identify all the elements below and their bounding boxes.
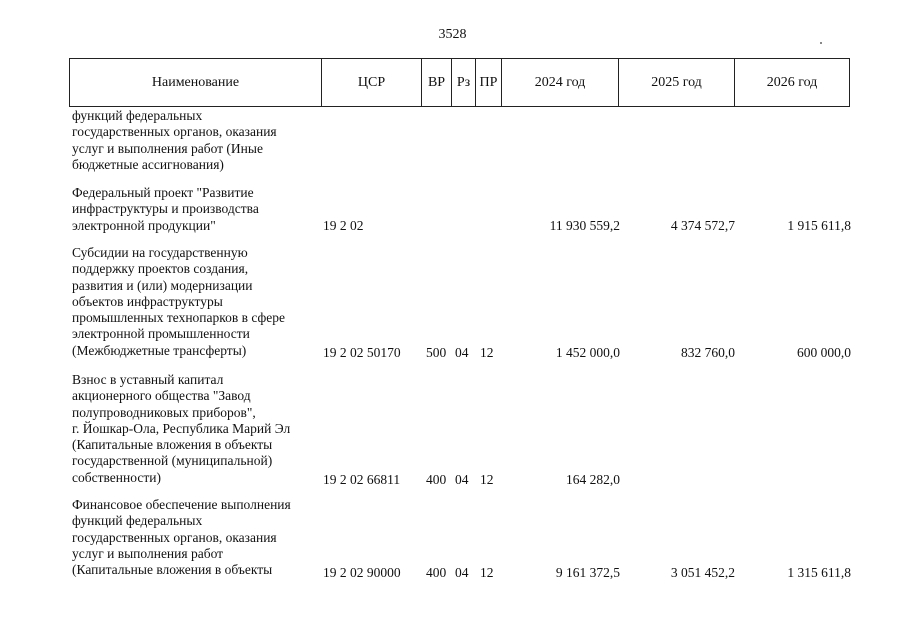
row-2024: 1 452 000,0 <box>555 345 620 360</box>
row-pr: 12 <box>480 565 494 580</box>
row-2024: 164 282,0 <box>566 472 620 487</box>
header-2026: 2026 год <box>766 75 818 90</box>
row-vr: 400 <box>426 472 447 487</box>
row-vr: 400 <box>426 565 447 580</box>
header-rz: Рз <box>452 59 476 106</box>
row-csr: 19 2 02 66811 <box>323 472 401 487</box>
row-pr: 12 <box>480 472 494 487</box>
row-name: Взнос в уставный капитал акционерного общества "Завод полупроводниковых приборов", г. Йошкар-Ола, Республика Марий Эл (Капитальные вложения в объекты государственной (муниципальной) собственности) <box>72 372 291 485</box>
header-2024: 2024 год <box>502 59 619 106</box>
row-name: Федеральный проект "Развитие инфраструктуры и производства электронной продукции" <box>72 185 259 233</box>
row-pr: 12 <box>480 345 494 360</box>
row-rz: 04 <box>455 345 469 360</box>
row-name: Субсидии на государственную поддержку проектов создания, развития и (или) модернизации объектов инфраструктуры промышленных технопарков в сфере электронной промышленности (Межбюджетные трансферты) <box>72 245 286 358</box>
header-csr: ЦСР <box>322 59 422 106</box>
table-header <box>69 58 850 107</box>
row-csr: 19 2 02 <box>323 218 364 233</box>
header-vr: ВР <box>422 59 452 106</box>
row-name: функций федеральных государственных органов, оказания услуг и выполнения работ (Иные бюджетные ассигнования) <box>72 108 277 172</box>
row-2025: 4 374 572,7 <box>670 218 735 233</box>
row-csr: 19 2 02 90000 <box>323 565 401 580</box>
page-number: 3528 <box>438 27 467 42</box>
scan-dot <box>820 42 822 44</box>
header-name: Наименование <box>70 59 322 106</box>
row-name: Финансовое обеспечение выполнения функций федеральных государственных органов, оказания услуг и выполнения работ (Капитальные вложения в объекты <box>72 497 291 578</box>
header-2025: 2025 год <box>619 59 735 106</box>
row-2025: 832 760,0 <box>681 345 735 360</box>
row-2026: 1 315 611,8 <box>787 565 851 580</box>
row-2026: 600 000,0 <box>797 345 851 360</box>
row-vr: 500 <box>426 345 447 360</box>
row-rz: 04 <box>455 472 469 487</box>
row-2025: 3 051 452,2 <box>670 565 735 580</box>
row-rz: 04 <box>455 565 469 580</box>
row-2024: 11 930 559,2 <box>549 218 620 233</box>
row-csr: 19 2 02 50170 <box>323 345 401 360</box>
header-pr: ПР <box>476 59 502 106</box>
row-2024: 9 161 372,5 <box>555 565 620 580</box>
row-2026: 1 915 611,8 <box>787 218 851 233</box>
